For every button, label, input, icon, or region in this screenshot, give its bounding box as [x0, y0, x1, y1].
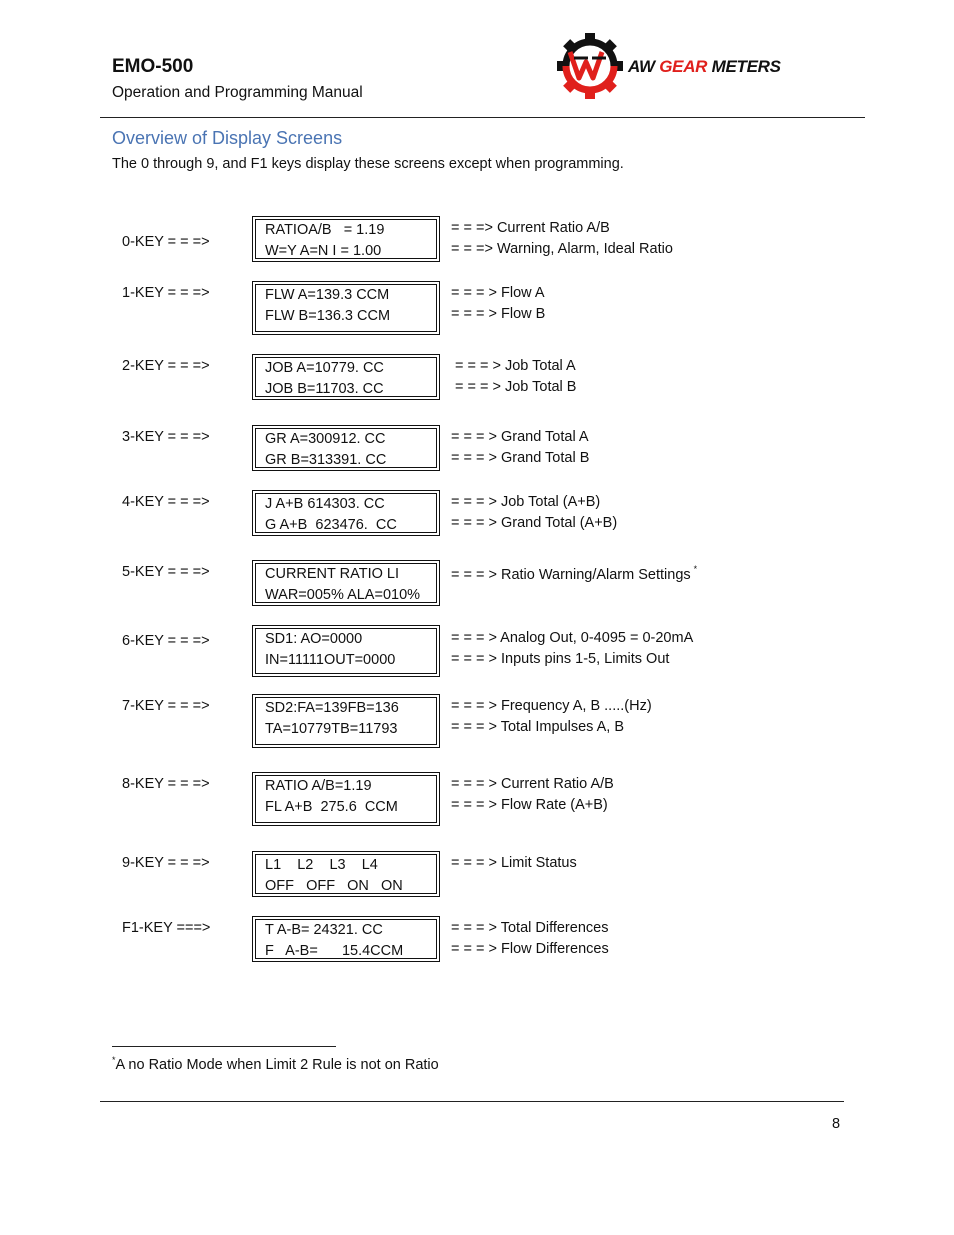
lcd-line-1: T A-B= 24321. CC [265, 922, 383, 938]
page-number: 8 [832, 1116, 841, 1132]
key-label: F1-KEY ===> [122, 920, 211, 936]
lcd-line-1: L1 L2 L3 L4 [265, 857, 378, 873]
lcd-line-1: FLW A=139.3 CCM [265, 287, 390, 303]
lcd-line-2: WAR=005% ALA=010% [265, 587, 421, 603]
screen-description-2: = = => Warning, Alarm, Ideal Ratio [451, 241, 673, 257]
screen-description-1: = = = > Limit Status [451, 855, 577, 871]
screen-description-2: = = = > Grand Total (A+B) [451, 515, 618, 531]
lcd-line-2: FL A+B 275.6 CCM [265, 799, 398, 815]
lcd-display [252, 354, 440, 400]
screen-description-1: = = = > Frequency A, B .....(Hz) [451, 698, 652, 714]
lcd-line-2: JOB B=11703. CC [265, 381, 384, 397]
lcd-line-1: JOB A=10779. CC [265, 360, 384, 376]
lcd-line-1: GR A=300912. CC [265, 431, 386, 447]
screen-description-2: = = = > Total Impulses A, B [451, 719, 625, 735]
lcd-line-2: G A+B 623476. CC [265, 517, 397, 533]
lcd-line-2: W=Y A=N I = 1.00 [265, 243, 382, 259]
logo-wordmark [628, 57, 781, 77]
lcd-display [252, 851, 440, 897]
lcd-line-2: GR B=313391. CC [265, 452, 387, 468]
screen-description-2: = = = > Job Total B [455, 379, 577, 395]
screen-description-2: = = = > Flow Rate (A+B) [451, 797, 608, 813]
lcd-line-1: SD2:FA=139FB=136 [265, 700, 399, 716]
lcd-line-1: SD1: AO=0000 [265, 631, 363, 647]
gear-icon [557, 33, 623, 99]
lcd-line-1: J A+B 614303. CC [265, 496, 385, 512]
screen-description-1: = = = > Current Ratio A/B [451, 776, 614, 792]
key-label: 5-KEY = = => [122, 564, 210, 580]
lcd-line-2: F A-B= 15.4CCM [265, 943, 404, 959]
lcd-line-2: FLW B=136.3 CCM [265, 308, 391, 324]
lcd-display [252, 490, 440, 536]
screen-description-text: = = = > Ratio Warning/Alarm Settings [451, 567, 691, 583]
key-label: 2-KEY = = => [122, 358, 210, 374]
screen-description-1: = = = > Job Total (A+B) [451, 494, 601, 510]
lcd-display [252, 625, 440, 677]
footnote [112, 1055, 439, 1073]
footnote-reference: * [693, 564, 698, 574]
screen-description-2: = = = > Grand Total B [451, 450, 590, 466]
lcd-line-2: OFF OFF ON ON [265, 878, 403, 894]
lcd-line-2: IN=11111OUT=0000 [265, 652, 396, 668]
lcd-line-1: RATIOA/B = 1.19 [265, 222, 385, 238]
key-label: 6-KEY = = => [122, 633, 210, 649]
lcd-display [252, 425, 440, 471]
key-label: 8-KEY = = => [122, 776, 210, 792]
screen-description-2: = = = > Flow Differences [451, 941, 609, 957]
document-subtitle: Operation and Programming Manual [112, 84, 363, 101]
lcd-display [252, 916, 440, 962]
screen-description-1: = = => Current Ratio A/B [451, 220, 610, 236]
key-label: 0-KEY = = => [122, 234, 210, 250]
header-divider [100, 117, 865, 118]
screen-description-1: = = = > Analog Out, 0-4095 = 0-20mA [451, 630, 694, 646]
logo-word-aw: AW [628, 57, 655, 76]
lcd-display [252, 772, 440, 826]
lcd-line-1: RATIO A/B=1.19 [265, 778, 372, 794]
screen-description-1 [451, 564, 697, 583]
screen-description-1: = = = > Job Total A [455, 358, 576, 374]
footnote-separator [112, 1046, 336, 1047]
key-label: 7-KEY = = => [122, 698, 210, 714]
lcd-line-1: CURRENT RATIO LI [265, 566, 400, 582]
document-title: EMO-500 [112, 56, 194, 77]
lcd-display [252, 694, 440, 748]
screen-description-2: = = = > Flow B [451, 306, 546, 322]
screen-description-1: = = = > Flow A [451, 285, 545, 301]
lcd-line-2: TA=10779TB=11793 [265, 721, 398, 737]
lcd-display [252, 281, 440, 335]
footnote-text: A no Ratio Mode when Limit 2 Rule is not on Ratio [115, 1057, 439, 1073]
screen-description-2: = = = > Inputs pins 1-5, Limits Out [451, 651, 670, 667]
footer-divider [100, 1101, 844, 1102]
screen-description-1: = = = > Total Differences [451, 920, 609, 936]
lcd-display [252, 560, 440, 606]
key-label: 4-KEY = = => [122, 494, 210, 510]
screen-description-1: = = = > Grand Total A [451, 429, 589, 445]
key-label: 3-KEY = = => [122, 429, 210, 445]
logo-word-meters: METERS [711, 57, 781, 76]
key-label: 1-KEY = = => [122, 285, 210, 301]
footnote-mark: * [112, 1055, 116, 1065]
key-label: 9-KEY = = => [122, 855, 210, 871]
section-intro: The 0 through 9, and F1 keys display these screens except when programming. [112, 156, 624, 172]
logo-word-gear: GEAR [659, 57, 708, 76]
section-heading: Overview of Display Screens [112, 128, 343, 148]
lcd-display [252, 216, 440, 262]
